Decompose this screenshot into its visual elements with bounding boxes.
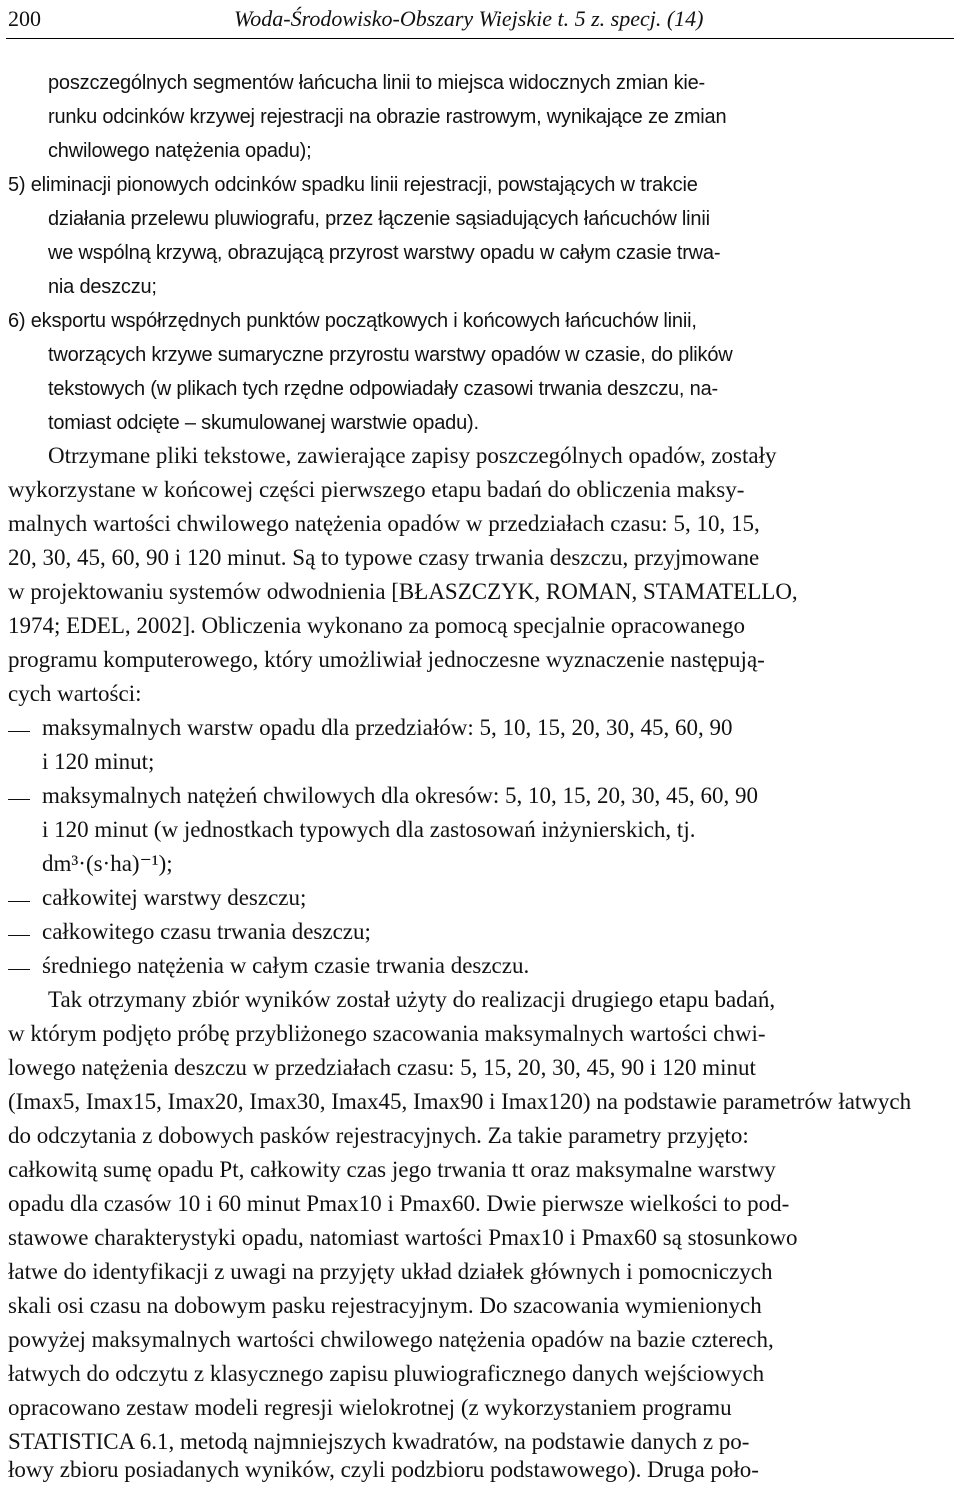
text-line: runku odcinków krzywej rejestracji na obrazie rastrowym, wynikające ze zmian — [48, 106, 727, 128]
text-line: cych wartości: — [8, 681, 142, 706]
list-dash — [8, 935, 30, 936]
text-line: chwilowego natężenia opadu); — [48, 140, 312, 162]
text-line: łatwe do identyfikacji z uwagi na przyjęty układ działek głównych i pomocniczych — [8, 1259, 773, 1284]
text-line: całkowitego czasu trwania deszczu; — [42, 919, 371, 944]
list-dash — [8, 731, 30, 732]
text-line: tomiast odcięte – skumulowanej warstwie opadu). — [48, 412, 479, 434]
text-line: poszczególnych segmentów łańcucha linii to miejsca widocznych zmian kie- — [48, 72, 706, 94]
text-line: tworzących krzywe sumaryczne przyrostu warstwy opadów w czasie, do plików — [48, 344, 733, 366]
journal-title: Woda-Środowisko-Obszary Wiejskie t. 5 z. specj. (14) — [234, 6, 704, 31]
text-line: programu komputerowego, który umożliwiał jednoczesne wyznaczenie następują- — [8, 647, 765, 672]
text-line: maksymalnych natężeń chwilowych dla okresów: 5, 10, 15, 20, 30, 45, 60, 90 — [42, 783, 759, 808]
running-header — [6, 0, 954, 39]
list-dash — [8, 901, 30, 902]
text-line: Otrzymane pliki tekstowe, zawierające zapisy poszczególnych opadów, zostały — [48, 443, 777, 468]
text-line: działania przelewu pluwiografu, przez łączenie sąsiadujących łańcuchów linii — [48, 208, 710, 230]
text-line: dm³·(s·ha)⁻¹); — [42, 851, 173, 876]
text-line: i 120 minut; — [42, 749, 155, 774]
text-line: opadu dla czasów 10 i 60 minut Pmax10 i Pmax60. Dwie pierwsze wielkości to pod- — [8, 1191, 790, 1216]
text-line: wykorzystane w końcowej części pierwszego etapu badań do obliczenia maksy- — [8, 477, 745, 502]
text-line: całkowitej warstwy deszczu; — [42, 885, 307, 910]
text-line: 6) eksportu współrzędnych punktów początkowych i końcowych łańcuchów linii, — [8, 310, 697, 332]
page-number: 200 — [8, 6, 41, 31]
text-line: w którym podjęto próbę przybliżonego szacowania maksymalnych wartości chwi- — [8, 1021, 766, 1046]
text-line: opracowano zestaw modeli regresji wielokrotnej (z wykorzystaniem programu — [8, 1395, 732, 1420]
text-line: lowego natężenia deszczu w przedziałach czasu: 5, 15, 20, 30, 45, 90 i 120 minut — [8, 1055, 756, 1080]
text-line: skali osi czasu na dobowym pasku rejestracyjnym. Do szacowania wymienionych — [8, 1293, 762, 1318]
text-line: 5) eliminacji pionowych odcinków spadku linii rejestracji, powstających w trakcie — [8, 174, 698, 196]
text-line: maksymalnych warstw opadu dla przedziałów: 5, 10, 15, 20, 30, 45, 60, 90 — [42, 715, 733, 740]
text-line: 1974; EDEL, 2002]. Obliczenia wykonano za pomocą specjalnie opracowanego — [8, 613, 746, 638]
text-line: stawowe charakterystyki opadu, natomiast wartości Pmax10 i Pmax60 są stosunkowo — [8, 1225, 798, 1250]
text-line: malnych wartości chwilowego natężenia opadów w przedziałach czasu: 5, 10, 15, — [8, 511, 760, 536]
text-line: tekstowych (w plikach tych rzędne odpowiadały czasowi trwania deszczu, na- — [48, 378, 718, 400]
list-dash — [8, 799, 30, 800]
text-line: powyżej maksymalnych wartości chwilowego natężenia opadów na bazie czterech, — [8, 1327, 774, 1352]
list-dash — [8, 969, 30, 970]
text-line: we wspólną krzywą, obrazującą przyrost warstwy opadu w całym czasie trwa- — [48, 242, 721, 264]
text-line: STATISTICA 6.1, metodą najmniejszych kwadratów, na podstawie danych z po- — [8, 1429, 750, 1454]
text-line: łowy zbioru posiadanych wyników, czyli podzbioru podstawowego). Druga poło- — [8, 1457, 759, 1482]
text-line: (Imax5, Imax15, Imax20, Imax30, Imax45, Imax90 i Imax120) na podstawie parametrów łatwych — [8, 1089, 912, 1114]
text-line: i 120 minut (w jednostkach typowych dla zastosowań inżynierskich, tj. — [42, 817, 696, 842]
text-line: nia deszczu; — [48, 276, 157, 298]
text-line: do odczytania z dobowych pasków rejestracyjnych. Za takie parametry przyjęto: — [8, 1123, 749, 1148]
text-line: łatwych do odczytu z klasycznego zapisu pluwiograficznego danych wejściowych — [8, 1361, 765, 1386]
text-line: Tak otrzymany zbiór wyników został użyty do realizacji drugiego etapu badań, — [48, 987, 776, 1012]
text-line: średniego natężenia w całym czasie trwania deszczu. — [42, 953, 530, 978]
text-line: 20, 30, 45, 60, 90 i 120 minut. Są to typowe czasy trwania deszczu, przyjmowane — [8, 545, 760, 570]
text-line: w projektowaniu systemów odwodnienia [BŁASZCZYK, ROMAN, STAMATELLO, — [8, 579, 798, 604]
text-line: całkowitą sumę opadu Pt, całkowity czas jego trwania tt oraz maksymalne warstwy — [8, 1157, 776, 1182]
